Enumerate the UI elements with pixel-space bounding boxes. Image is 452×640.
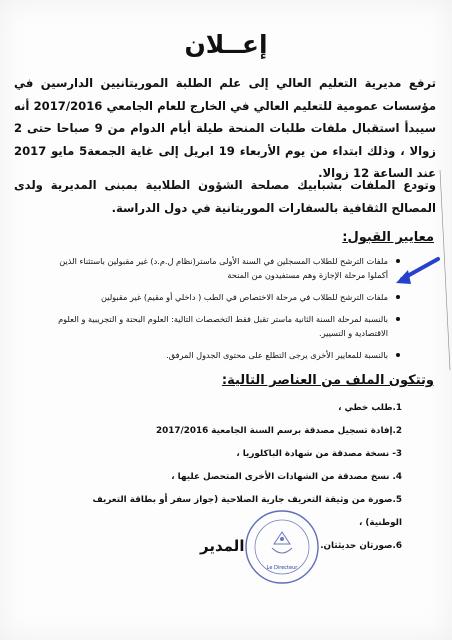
criteria-item: بالنسبة لمرحلة السنة الثانية ماستر تقبل فقط التخصصات التالية: العلوم البحتة و التجريبية و العلوم الاقتصادية و التسيير. [38, 312, 400, 340]
documents-item: 1.طلب خطي ، [338, 403, 402, 413]
scan-margin-line [438, 170, 452, 370]
documents-item: 5.صورة من وثيقة التعريف جارية الصلاحية (جواز سفر أو بطاقة التعريف الوطنية) ، [92, 495, 402, 528]
signature-label: المدير [200, 537, 245, 555]
criteria-heading: معايير القبول: [342, 230, 434, 245]
criteria-item: بالنسبة للمعايير الأخرى يرجى التطلع على محتوى الجدول المرفق. [38, 348, 400, 362]
documents-item: 6.صورتان حديثتان. [320, 541, 402, 551]
documents-item: 3- نسخة مصدقة من شهادة الباكلوريا ، [236, 449, 402, 459]
intro-paragraph: ترفع مديرية التعليم العالي إلى علم الطلبة الموريتانيين الدارسين في مؤسسات عمومية للتعليم العالي في الخارج للعام الجامعي 2017/2016 أنه سيبدأ استقبال ملفات طلبات المنحة طيلة أيام الدوام من 9 صباحا حتى 2 زوالا ، وذلك ابتداء من يوم الأربعاء 19 ابريل إلى غاية الجمعة5 مايو 2017 عند الساعة 12 زوالا. [14, 76, 436, 180]
criteria-list [38, 254, 400, 370]
stamp-text: Le Directeur [266, 565, 298, 571]
documents-list [60, 397, 402, 558]
criteria-item: ملفات الترشح للطلاب المسجلين في السنة الأولى ماستر(نظام ل.م.د) غير مقبولين باستثناء الذين أكملوا مرحلة الإجازة وهم مستفيدون من المنحة [38, 254, 400, 282]
criteria-item: ملفات الترشح للطلاب في مرحلة الاختصاص في الطب ( داخلي أو مقيم) غير مقبولين [38, 290, 400, 304]
documents-item: 2.إفادة تسجيل مصدقة برسم السنة الجامعية 2017/2016 [156, 426, 402, 436]
submission-paragraph: وتودع الملفات بشبابيك مصلحة الشؤون الطلابية بمبنى المديرية ولدى المصالح الثقافية بالسفارات الموريتانية في دول الدراسة. [14, 178, 436, 215]
document-title: إعــلان [184, 30, 268, 59]
arrow-annotation-icon [392, 255, 442, 289]
documents-item: 4. نسخ مصدقة من الشهادات الأخرى المتحصل عليها ، [171, 472, 402, 482]
official-stamp-icon [243, 508, 321, 586]
documents-heading: وتتكون الملف من العناصر التالية: [221, 373, 434, 388]
